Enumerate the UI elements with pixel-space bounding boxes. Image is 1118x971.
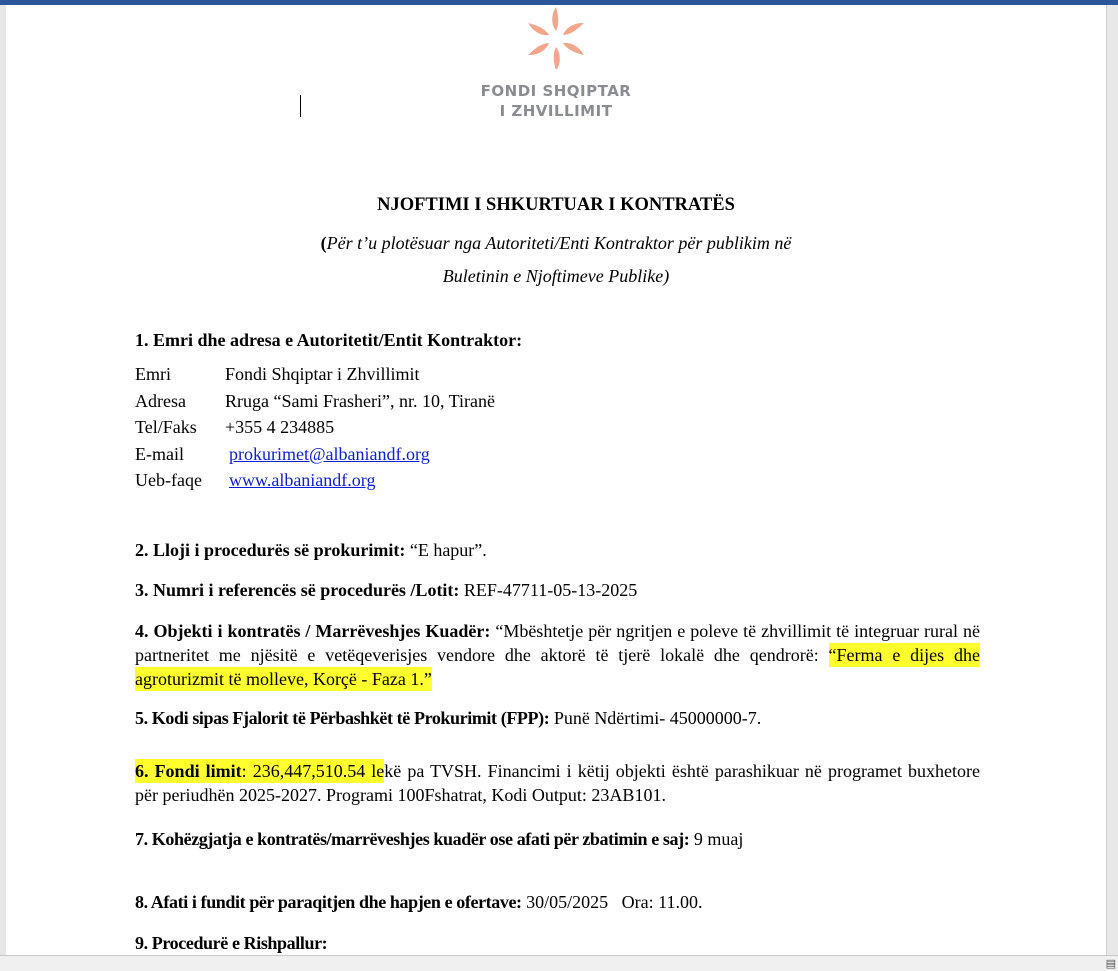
document-title: NJOFTIMI I SHKURTUAR I KONTRATËS <box>377 195 735 215</box>
section-value: 30/05/2025 Ora: 11.00. <box>521 892 703 912</box>
logo-line-2: I ZHVILLIMIT <box>499 102 613 120</box>
detail-label: Ueb-faqe <box>135 470 202 490</box>
section-heading: 5. Kodi sipas Fjalorit të Përbashkët të Prokurimit (FPP): <box>135 708 550 728</box>
text-cursor <box>300 95 301 117</box>
section-heading: 9. Procedurë e Rishpallur: <box>135 933 328 953</box>
section-heading: 8. Afati i fundit për paraqitjen dhe hapjen e ofertave: <box>135 892 522 912</box>
section-value: “E hapur”. <box>405 540 487 560</box>
section-heading: 3. Numri i referencës së procedurës /Lotit: <box>135 580 460 600</box>
document-page[interactable] <box>6 5 1106 955</box>
pinwheel-star-icon <box>526 5 586 69</box>
detail-label: Adresa <box>135 390 186 411</box>
highlighted-project-name: “Ferma e dijes dhe agroturizmit të molleve, Korçë - Faza 1.” <box>135 645 980 689</box>
organization-logo-text <box>436 81 676 121</box>
section-5-cpv-code <box>135 706 761 730</box>
detail-row-email <box>135 441 495 468</box>
section-9-relaunched-procedure <box>135 931 327 955</box>
detail-row-phone <box>135 414 495 441</box>
section-heading: 7. Kohëzgjatja e kontratës/marrëveshjes kuadër ose afati për zbatimin e saj: <box>135 829 690 849</box>
document-subtitle-line-1 <box>6 233 1106 254</box>
layout-view-icon[interactable]: ▤ <box>1105 957 1116 970</box>
section-3-reference-number <box>135 578 637 602</box>
detail-label: Tel/Faks <box>135 417 197 437</box>
section-heading: 6. Fondi limit <box>135 761 242 781</box>
section-heading: 4. Objekti i kontratës / Marrëveshjes Kuadër: <box>135 621 491 641</box>
detail-row-name <box>135 361 495 388</box>
section-7-duration <box>135 827 743 851</box>
detail-value: Fondi Shqiptar i Zhvillimit <box>225 364 420 384</box>
detail-label: E-mail <box>135 443 184 464</box>
section-1-heading: 1. Emri dhe adresa e Autoritetit/Entit Kontraktor: <box>135 330 523 350</box>
detail-row-website <box>135 467 495 494</box>
detail-row-address <box>135 388 495 415</box>
highlighted-budget <box>135 759 384 783</box>
section-value: kë pa TVSH. Financimi i këtij objekti është parashikuar në programet buxhetore për periudhën 2025-2027. Programi 100Fshatrat, Kodi Output: 23AB101. <box>135 761 980 805</box>
detail-value: Rruga “Sami Frasheri”, nr. 10, Tiranë <box>225 390 495 411</box>
subtitle-paren: ( <box>320 233 327 253</box>
detail-label: Emri <box>135 364 171 384</box>
section-value: 9 muaj <box>689 829 744 849</box>
section-value: REF-47711-05-13-2025 <box>459 580 638 600</box>
section-8-deadline <box>135 890 702 914</box>
detail-value: +355 4 234885 <box>225 417 335 437</box>
status-bar <box>0 955 1118 971</box>
section-6-budget-limit <box>135 759 980 807</box>
logo-line-1: FONDI SHQIPTAR <box>480 82 632 100</box>
website-link[interactable]: www.albaniandf.org <box>229 470 376 490</box>
section-4-contract-object <box>135 619 980 691</box>
contracting-authority-details <box>135 361 495 494</box>
section-value: “Mbështetje për ngritjen e poleve të zhvillimit të integruar rural në partneritet me njësitë e vetëqeverisjes vendore dhe aktorë të tjerë lokalë dhe qendrorë: <box>135 621 980 665</box>
subtitle-text: Për t’u plotësuar nga Autoriteti/Enti Kontraktor për publikim në <box>326 233 792 253</box>
section-2-procedure-type <box>135 538 487 562</box>
email-link[interactable]: prokurimet@albaniandf.org <box>229 443 430 464</box>
vertical-scrollbar[interactable] <box>1106 5 1118 955</box>
section-heading: 2. Lloji i procedurës së prokurimit: <box>135 540 406 560</box>
section-value: Punë Ndërtimi- 45000000-7. <box>549 708 762 728</box>
document-subtitle-line-2: Buletinin e Njoftimeve Publike) <box>442 266 670 286</box>
budget-amount: : 236,447,510.54 le <box>241 761 385 781</box>
